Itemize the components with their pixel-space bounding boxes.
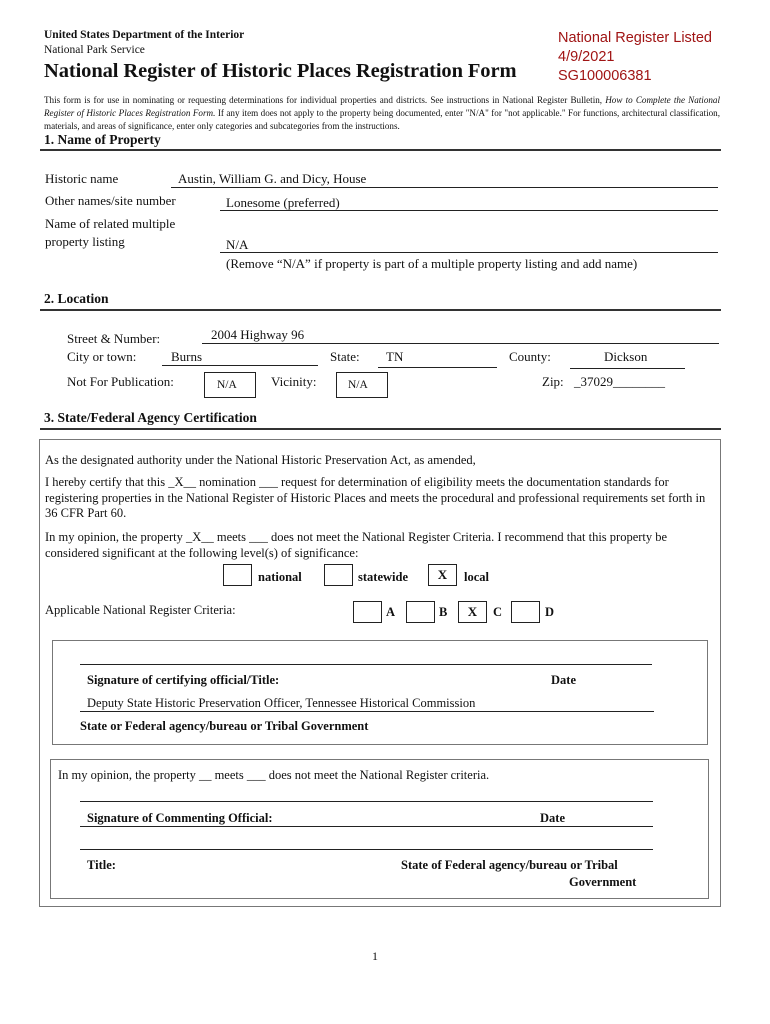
certifying-official-title[interactable]: Deputy State Historic Preservation Officer, Tennessee Historical Commission bbox=[87, 696, 476, 710]
related-listing-underline bbox=[220, 252, 718, 253]
commenting-date-label: Date bbox=[540, 811, 565, 825]
official-title-underline bbox=[80, 711, 654, 712]
section-3-rule bbox=[40, 428, 721, 430]
certifying-signature-line[interactable] bbox=[80, 664, 652, 665]
other-names-field[interactable]: Lonesome (preferred) bbox=[226, 195, 340, 210]
state-field[interactable]: TN bbox=[386, 349, 404, 364]
city-field[interactable]: Burns bbox=[171, 349, 203, 364]
county-underline bbox=[570, 368, 685, 369]
commenting-signature-line[interactable] bbox=[80, 801, 653, 802]
level-statewide-label: statewide bbox=[358, 570, 408, 584]
intro-text: This form is for use in nominating or requesting determinations for individual properties and districts. See instructions in National Register Bulletin, bbox=[44, 95, 606, 105]
section-1-title: 1. Name of Property bbox=[44, 132, 161, 147]
authority-statement: As the designated authority under the National Historic Preservation Act, as amended, bbox=[45, 453, 476, 467]
commenting-agency-label-line1: State of Federal agency/bureau or Tribal bbox=[401, 858, 618, 872]
commenting-agency-label-line2: Government bbox=[569, 875, 637, 889]
intro-bulletin-title: How to Complete the National Register of Historic Places Registration Form. bbox=[44, 95, 720, 118]
listing-stamp-status: National Register Listed bbox=[558, 30, 712, 46]
level-local-label: local bbox=[464, 570, 489, 584]
commenting-title-label: Title: bbox=[87, 858, 116, 872]
section-1-rule bbox=[40, 149, 721, 151]
criteria-label: Applicable National Register Criteria: bbox=[45, 603, 236, 617]
not-for-publication-box[interactable] bbox=[204, 372, 256, 398]
commenting-date-underline bbox=[80, 826, 653, 827]
related-listing-field[interactable]: N/A bbox=[226, 237, 249, 252]
county-label: County: bbox=[509, 349, 551, 364]
certify-statement: I hereby certify that this _X__ nomination ___ request for determination of eligibility meets the documentation standards for registering properties in the National Register of Historic Places and meets the procedural and professional requirements set forth in 36 CFR Part 60. bbox=[45, 475, 706, 520]
other-names-label: Other names/site number bbox=[45, 193, 176, 208]
historic-name-field[interactable]: Austin, William G. and Dicy, House bbox=[178, 171, 367, 186]
street-field[interactable]: 2004 Highway 96 bbox=[211, 327, 305, 342]
level-national-label: national bbox=[258, 570, 302, 584]
county-field[interactable]: Dickson bbox=[604, 349, 648, 364]
criteria-b-checkbox[interactable] bbox=[406, 601, 435, 623]
form-title: National Register of Historic Places Registration Form bbox=[44, 60, 517, 82]
criteria-c-checkbox[interactable]: X bbox=[458, 601, 487, 623]
section-2-title: 2. Location bbox=[44, 291, 109, 306]
city-underline bbox=[162, 365, 318, 366]
related-listing-note: (Remove “N/A” if property is part of a multiple property listing and add name) bbox=[226, 256, 638, 271]
vicinity-label: Vicinity: bbox=[271, 374, 317, 389]
listing-stamp-reference: SG100006381 bbox=[558, 68, 652, 84]
intro-text-rest: If any item does not apply to the property being documented, enter "N/A" for "not applicable." For functions, architectural classification, materials, and areas of significance, enter only categories and subcategories from the instructions. bbox=[44, 108, 720, 131]
criteria-b-label: B bbox=[439, 605, 448, 619]
commenting-title-line[interactable] bbox=[80, 849, 653, 850]
street-underline bbox=[202, 343, 719, 344]
vicinity-value: N/A bbox=[348, 379, 368, 391]
criteria-a-label: A bbox=[386, 605, 396, 619]
criteria-d-checkbox[interactable] bbox=[511, 601, 540, 623]
zip-field[interactable]: _37029________ bbox=[574, 374, 665, 389]
historic-name-underline bbox=[171, 187, 718, 188]
criteria-a-checkbox[interactable] bbox=[353, 601, 382, 623]
not-for-publication-label: Not For Publication: bbox=[67, 374, 174, 389]
certifying-agency-label: State or Federal agency/bureau or Tribal Government bbox=[80, 719, 369, 733]
level-statewide-checkbox[interactable] bbox=[324, 564, 353, 586]
level-local-checkbox[interactable]: X bbox=[428, 564, 457, 586]
not-for-publication-value: N/A bbox=[217, 379, 237, 391]
historic-name-label: Historic name bbox=[45, 171, 119, 186]
criteria-c-label: C bbox=[493, 605, 503, 619]
certifying-signature-label: Signature of certifying official/Title: bbox=[87, 673, 280, 687]
section-2-rule bbox=[40, 309, 721, 311]
city-label: City or town: bbox=[67, 349, 137, 364]
department-name: United States Department of the Interior bbox=[44, 29, 245, 41]
form-instructions bbox=[44, 94, 720, 133]
comment-opinion-statement: In my opinion, the property __ meets ___ does not meet the National Register criteria. bbox=[58, 768, 490, 782]
street-label: Street & Number: bbox=[67, 331, 161, 346]
related-listing-label-line1: Name of related multiple bbox=[45, 216, 176, 231]
commenting-signature-label: Signature of Commenting Official: bbox=[87, 811, 273, 825]
state-label: State: bbox=[330, 349, 360, 364]
page-number: 1 bbox=[372, 949, 378, 963]
related-listing-label-line2: property listing bbox=[45, 234, 125, 249]
criteria-d-label: D bbox=[545, 605, 555, 619]
other-names-underline bbox=[220, 210, 718, 211]
service-name: National Park Service bbox=[44, 44, 145, 56]
opinion-statement: In my opinion, the property _X__ meets ___ does not meet the National Register Criteria. I recommend that this property be considered significant at the following level(s) of significance: bbox=[45, 530, 668, 560]
state-underline bbox=[378, 367, 497, 368]
listing-stamp-date: 4/9/2021 bbox=[558, 49, 615, 65]
section-3-title: 3. State/Federal Agency Certification bbox=[44, 410, 257, 425]
zip-label: Zip: bbox=[542, 374, 564, 389]
certifying-date-label: Date bbox=[551, 673, 576, 687]
level-national-checkbox[interactable] bbox=[223, 564, 252, 586]
vicinity-box[interactable] bbox=[336, 372, 388, 398]
